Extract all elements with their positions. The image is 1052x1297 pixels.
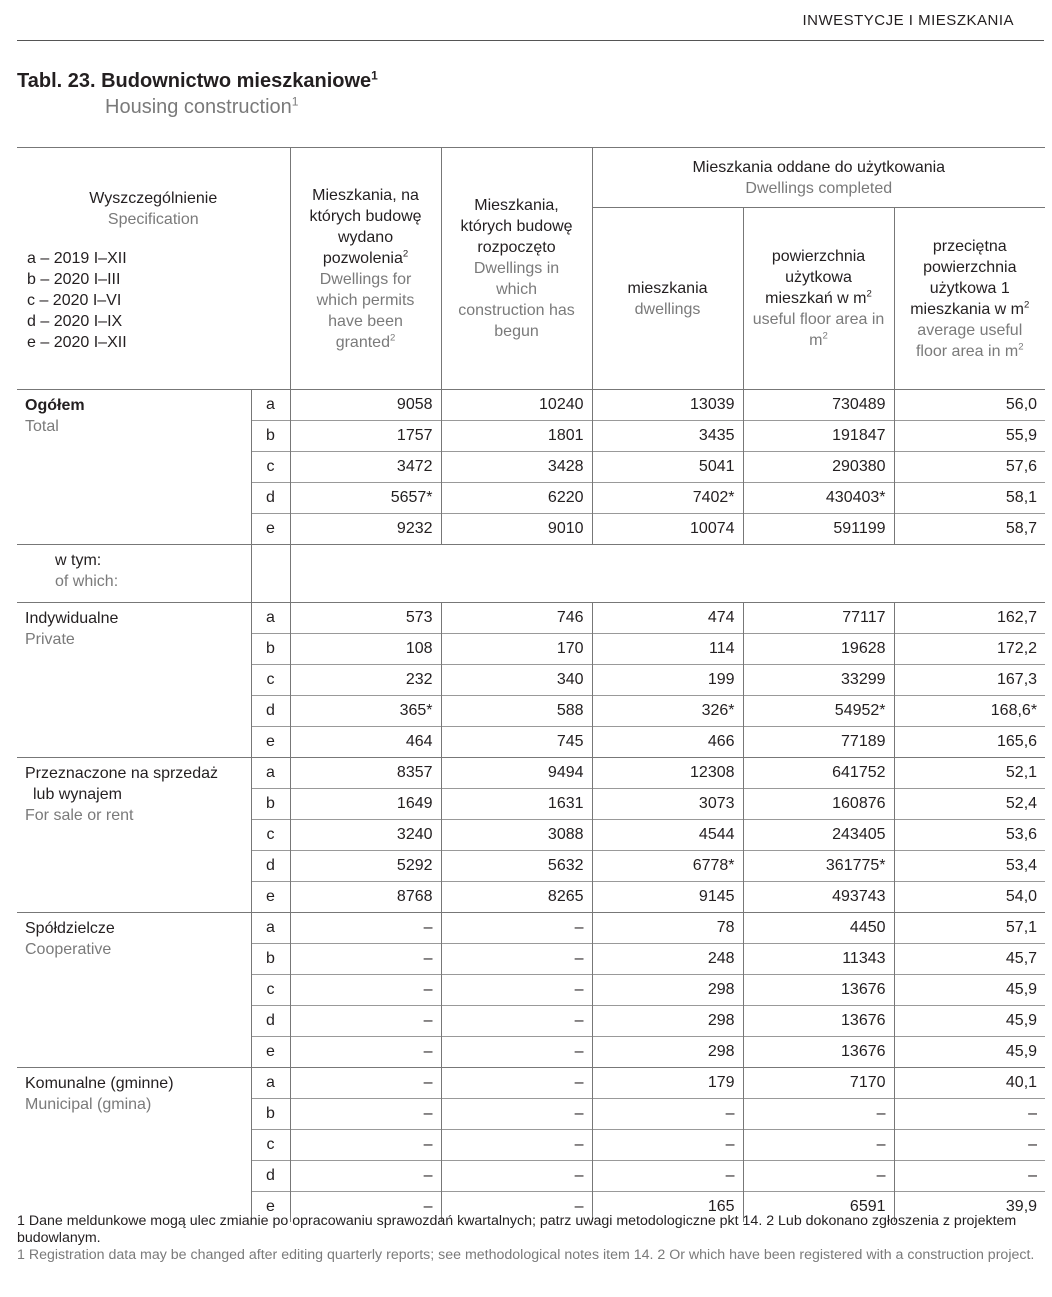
period-legend	[27, 248, 290, 353]
value-cell: 52,4	[894, 789, 1045, 820]
period-letter: b	[251, 421, 290, 452]
floor-area-en-sup: 2	[822, 330, 828, 342]
avg-area-en-sup: 2	[1018, 341, 1024, 353]
value-cell: 9010	[441, 514, 592, 545]
value-cell: 160876	[743, 789, 894, 820]
period-letter: c	[251, 665, 290, 696]
value-cell: 6591	[743, 1192, 894, 1223]
value-cell: 8357	[290, 758, 441, 789]
value-cell: –	[441, 913, 592, 944]
value-cell: 19628	[743, 634, 894, 665]
table-row	[17, 758, 1045, 789]
value-cell: 53,4	[894, 851, 1045, 882]
value-cell: 326*	[592, 696, 743, 727]
value-cell: 54952*	[743, 696, 894, 727]
footnote-en: 1 Registration data may be changed after editing quarterly reports; see methodological notes item 14. 2 Or which have been registered with a construction project.	[17, 1247, 1035, 1263]
completed-header	[592, 148, 1045, 208]
begun-header	[441, 148, 592, 390]
dwellings-header	[592, 208, 743, 390]
value-cell: 466	[592, 727, 743, 758]
value-cell: 591199	[743, 514, 894, 545]
value-cell: 10074	[592, 514, 743, 545]
avg-area-pl-sup: 2	[1024, 299, 1030, 311]
value-cell: 45,7	[894, 944, 1045, 975]
value-cell: 730489	[743, 390, 894, 421]
title-en: Housing construction	[105, 96, 292, 118]
value-cell: 8265	[441, 882, 592, 913]
value-cell: –	[290, 944, 441, 975]
value-cell: 167,3	[894, 665, 1045, 696]
value-cell: –	[441, 975, 592, 1006]
value-cell: 191847	[743, 421, 894, 452]
permits-pl-footnote-ref: 2	[402, 248, 409, 260]
title-pl-footnote-ref: 1	[371, 68, 378, 83]
period-legend-item: d – 2020 I–IX	[27, 313, 123, 330]
value-cell: 3472	[290, 452, 441, 483]
period-letter: a	[251, 603, 290, 634]
row-group-label-en: Total	[25, 418, 59, 435]
value-cell: –	[743, 1130, 894, 1161]
value-cell: 11343	[743, 944, 894, 975]
value-cell: –	[441, 1192, 592, 1223]
completed-header-pl: Mieszkania oddane do użytkowania	[692, 158, 946, 176]
value-cell: 77189	[743, 727, 894, 758]
row-group-label-pl: Komunalne (gminne)	[25, 1075, 174, 1092]
row-group-label	[17, 1068, 251, 1223]
value-cell: 1631	[441, 789, 592, 820]
period-letter: e	[251, 1037, 290, 1068]
dwellings-header-pl: mieszkania	[627, 279, 708, 297]
value-cell: –	[290, 975, 441, 1006]
value-cell: 13676	[743, 1006, 894, 1037]
value-cell: –	[743, 1099, 894, 1130]
value-cell: 5657*	[290, 483, 441, 514]
floor-area-header	[743, 208, 894, 390]
value-cell: 573	[290, 603, 441, 634]
row-group-label-en: Private	[25, 631, 75, 648]
value-cell: 165,6	[894, 727, 1045, 758]
value-cell: 172,2	[894, 634, 1045, 665]
value-cell: 9232	[290, 514, 441, 545]
value-cell: 33299	[743, 665, 894, 696]
value-cell: –	[894, 1161, 1045, 1192]
value-cell: –	[441, 1068, 592, 1099]
period-letter: b	[251, 789, 290, 820]
value-cell: 290380	[743, 452, 894, 483]
spec-header	[17, 148, 290, 390]
row-group-label	[17, 913, 251, 1068]
period-letter: d	[251, 1006, 290, 1037]
value-cell: 53,6	[894, 820, 1045, 851]
value-cell: 3073	[592, 789, 743, 820]
value-cell: –	[592, 1161, 743, 1192]
value-cell: 1757	[290, 421, 441, 452]
period-legend-item: b – 2020 I–III	[27, 271, 121, 288]
value-cell: 430403*	[743, 483, 894, 514]
period-letter: c	[251, 820, 290, 851]
value-cell: 45,9	[894, 975, 1045, 1006]
spec-header-pl: Wyszczególnienie	[89, 190, 218, 207]
period-letter: d	[251, 483, 290, 514]
period-letter: b	[251, 1099, 290, 1130]
row-group-label-en: Municipal (gmina)	[25, 1096, 152, 1113]
value-cell: 298	[592, 1037, 743, 1068]
avg-area-header-pl: przeciętna powierzchnia użytkowa 1 mieszkania w m	[910, 237, 1025, 318]
value-cell: –	[441, 1099, 592, 1130]
empty-cell	[251, 545, 290, 603]
permits-en-footnote-ref: 2	[389, 332, 396, 344]
value-cell: 162,7	[894, 603, 1045, 634]
value-cell: 8768	[290, 882, 441, 913]
value-cell: 54,0	[894, 882, 1045, 913]
floor-area-pl-sup: 2	[866, 288, 872, 300]
value-cell: –	[894, 1130, 1045, 1161]
value-cell: 6220	[441, 483, 592, 514]
value-cell: 745	[441, 727, 592, 758]
value-cell: –	[290, 1099, 441, 1130]
value-cell: –	[290, 1130, 441, 1161]
period-legend-item: e – 2020 I–XII	[27, 334, 127, 351]
table-row	[17, 1068, 1045, 1099]
value-cell: 7170	[743, 1068, 894, 1099]
of-which-en: of which:	[55, 573, 119, 590]
value-cell: 114	[592, 634, 743, 665]
period-legend-item: a – 2019 I–XII	[27, 250, 127, 267]
table-subtitle	[105, 96, 298, 119]
period-letter: c	[251, 975, 290, 1006]
floor-area-header-en: useful floor area in m	[752, 311, 885, 349]
value-cell: 170	[441, 634, 592, 665]
value-cell: 298	[592, 975, 743, 1006]
value-cell: 493743	[743, 882, 894, 913]
value-cell: 77117	[743, 603, 894, 634]
value-cell: 588	[441, 696, 592, 727]
period-letter: d	[251, 696, 290, 727]
value-cell: 58,7	[894, 514, 1045, 545]
table-row	[17, 913, 1045, 944]
value-cell: 298	[592, 1006, 743, 1037]
period-letter: e	[251, 514, 290, 545]
of-which-label	[17, 545, 251, 603]
row-group-label	[17, 603, 251, 758]
value-cell: 199	[592, 665, 743, 696]
title-pl: Tabl. 23. Budownictwo mieszkaniowe	[17, 70, 372, 92]
value-cell: –	[592, 1099, 743, 1130]
row-group-label	[17, 390, 251, 545]
value-cell: 7402*	[592, 483, 743, 514]
value-cell: –	[290, 1006, 441, 1037]
value-cell: 5292	[290, 851, 441, 882]
value-cell: –	[592, 1130, 743, 1161]
value-cell: 13676	[743, 975, 894, 1006]
value-cell: 168,6*	[894, 696, 1045, 727]
table-row	[17, 603, 1045, 634]
value-cell: 57,1	[894, 913, 1045, 944]
value-cell: –	[441, 1161, 592, 1192]
value-cell: 232	[290, 665, 441, 696]
value-cell: 1649	[290, 789, 441, 820]
value-cell: 641752	[743, 758, 894, 789]
value-cell: 248	[592, 944, 743, 975]
permits-header	[290, 148, 441, 390]
value-cell: 13039	[592, 390, 743, 421]
housing-table	[17, 147, 1045, 1222]
value-cell: 57,6	[894, 452, 1045, 483]
row-group-label-pl: Indywidualne	[25, 610, 119, 627]
period-letter: a	[251, 1068, 290, 1099]
permits-header-en: Dwellings for which permits have been granted	[316, 270, 415, 351]
value-cell: 4450	[743, 913, 894, 944]
value-cell: 5041	[592, 452, 743, 483]
value-cell: –	[441, 1130, 592, 1161]
value-cell: 474	[592, 603, 743, 634]
value-cell: –	[290, 1068, 441, 1099]
begun-header-pl: Mieszkania, których budowę rozpoczęto	[460, 197, 573, 256]
value-cell: –	[894, 1099, 1045, 1130]
permits-header-pl: Mieszkania, na których budowę wydano pozwolenia	[309, 186, 422, 267]
value-cell: 9494	[441, 758, 592, 789]
value-cell: –	[743, 1161, 894, 1192]
value-cell: –	[290, 913, 441, 944]
value-cell: 40,1	[894, 1068, 1045, 1099]
running-head: INWESTYCJE I MIESZKANIA	[802, 12, 1014, 29]
period-letter: d	[251, 851, 290, 882]
value-cell: 12308	[592, 758, 743, 789]
period-legend-item: c – 2020 I–VI	[27, 292, 122, 309]
period-letter: b	[251, 944, 290, 975]
footnotes	[17, 1213, 1047, 1264]
value-cell: 4544	[592, 820, 743, 851]
value-cell: –	[290, 1161, 441, 1192]
row-group-label-pl: Spółdzielcze	[25, 920, 115, 937]
value-cell: 58,1	[894, 483, 1045, 514]
value-cell: 3088	[441, 820, 592, 851]
value-cell: 746	[441, 603, 592, 634]
value-cell: 3428	[441, 452, 592, 483]
footnote-pl: 1 Dane meldunkowe mogą ulec zmianie po opracowaniu sprawozdań kwartalnych; patrz uwagi metodologiczne pkt 14. 2 Lub dokonano zgłoszenia z projektem budowlanym.	[17, 1213, 1017, 1246]
begun-header-en: Dwellings in which construction has begun	[458, 260, 575, 340]
value-cell: 165	[592, 1192, 743, 1223]
row-group-label-en: Cooperative	[25, 941, 112, 958]
value-cell: 45,9	[894, 1006, 1045, 1037]
table-title	[17, 70, 378, 93]
period-letter: b	[251, 634, 290, 665]
value-cell: 39,9	[894, 1192, 1045, 1223]
value-cell: 45,9	[894, 1037, 1045, 1068]
value-cell: 1801	[441, 421, 592, 452]
row-group-label-pl: Przeznaczone na sprzedaż	[25, 765, 218, 782]
value-cell: 3435	[592, 421, 743, 452]
spec-header-en: Specification	[107, 211, 199, 228]
period-letter: c	[251, 452, 290, 483]
value-cell: 55,9	[894, 421, 1045, 452]
floor-area-header-pl: powierzchnia użytkowa mieszkań w m	[765, 248, 867, 307]
value-cell: 5632	[441, 851, 592, 882]
value-cell: 365*	[290, 696, 441, 727]
empty-cell	[290, 545, 1045, 603]
value-cell: 6778*	[592, 851, 743, 882]
table-row	[17, 390, 1045, 421]
value-cell: 13676	[743, 1037, 894, 1068]
value-cell: 108	[290, 634, 441, 665]
period-letter: a	[251, 390, 290, 421]
value-cell: 56,0	[894, 390, 1045, 421]
value-cell: 78	[592, 913, 743, 944]
row-group-label-pl-cont: lub wynajem	[33, 786, 122, 803]
of-which-pl: w tym:	[55, 552, 102, 569]
value-cell: 52,1	[894, 758, 1045, 789]
avg-area-header	[894, 208, 1045, 390]
period-letter: e	[251, 1192, 290, 1223]
avg-area-header-en: average useful floor area in m	[915, 321, 1023, 360]
period-letter: a	[251, 758, 290, 789]
value-cell: 361775*	[743, 851, 894, 882]
title-en-footnote-ref: 1	[291, 94, 299, 109]
value-cell: 3240	[290, 820, 441, 851]
period-letter: d	[251, 1161, 290, 1192]
period-letter: e	[251, 727, 290, 758]
row-group-label-en: For sale or rent	[25, 807, 134, 824]
value-cell: 340	[441, 665, 592, 696]
dwellings-header-en: dwellings	[634, 300, 701, 318]
completed-header-en: Dwellings completed	[745, 179, 893, 197]
value-cell: 464	[290, 727, 441, 758]
value-cell: 9058	[290, 390, 441, 421]
value-cell: –	[441, 1006, 592, 1037]
period-letter: c	[251, 1130, 290, 1161]
period-letter: e	[251, 882, 290, 913]
value-cell: –	[290, 1192, 441, 1223]
value-cell: 243405	[743, 820, 894, 851]
value-cell: –	[441, 944, 592, 975]
value-cell: –	[441, 1037, 592, 1068]
value-cell: 9145	[592, 882, 743, 913]
row-group-label	[17, 758, 251, 913]
row-group-label-pl: Ogółem	[25, 397, 85, 414]
of-which-row	[17, 545, 1045, 603]
value-cell: –	[290, 1037, 441, 1068]
period-letter: a	[251, 913, 290, 944]
header-rule	[17, 40, 1044, 41]
value-cell: 10240	[441, 390, 592, 421]
value-cell: 179	[592, 1068, 743, 1099]
table-body	[17, 390, 1045, 1223]
